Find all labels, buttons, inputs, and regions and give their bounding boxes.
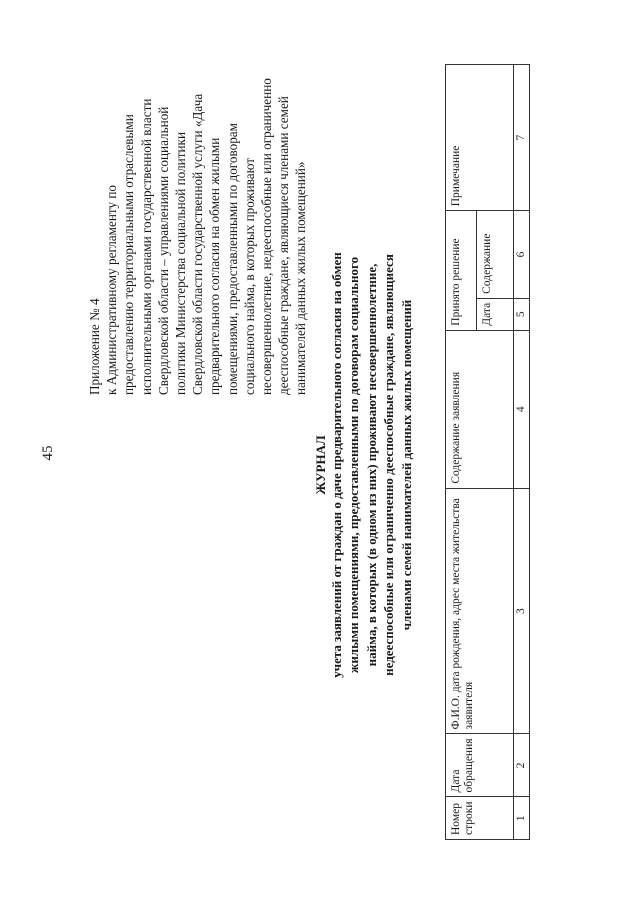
header-date: Дата обращения bbox=[446, 734, 514, 797]
column-number: 2 bbox=[514, 734, 530, 797]
header-decision-content: Содержание bbox=[477, 211, 514, 299]
appendix-line: помещениями, предоставленными по договорам bbox=[224, 123, 240, 395]
appendix-line: дееспособные граждане, являющиеся членами семей bbox=[276, 96, 292, 395]
page-number: 45 bbox=[40, 445, 56, 461]
header-applicant: Ф.И.О. дата рождения, адрес места жительства заявителя bbox=[446, 488, 514, 734]
appendix-line: исполнительными органами государственной власти bbox=[138, 98, 154, 395]
header-row-number: Номер строки bbox=[446, 797, 514, 840]
journal-subtitle-line: найма, в которых (в одном из них) проживают несовершеннолетние, bbox=[363, 263, 379, 667]
table-header-row bbox=[446, 65, 477, 840]
column-number: 1 bbox=[514, 797, 530, 840]
journal-subtitle bbox=[328, 185, 415, 745]
appendix-line: Свердловской области – управлениями социальной bbox=[155, 106, 171, 395]
appendix-line: несовершеннолетние, недееспособные или ограниченно bbox=[259, 78, 275, 395]
appendix-line: политики Министерства социальной политики bbox=[173, 131, 189, 395]
appendix-line: к Административному регламенту по bbox=[104, 184, 120, 395]
appendix-line: социального найма, в которых проживают bbox=[241, 157, 257, 395]
journal-subtitle-line: членами семей нанимателей данных жилых помещений bbox=[398, 299, 414, 631]
appendix-line: предварительного согласия на обмен жилыми bbox=[207, 137, 223, 395]
journal-table bbox=[445, 64, 530, 840]
header-decision: Принято решение bbox=[446, 211, 477, 330]
journal-subtitle-line: жилыми помещениями, предоставленными по договорам социального bbox=[346, 256, 362, 674]
header-note: Примечание bbox=[446, 65, 514, 211]
header-decision-date: Дата bbox=[477, 298, 514, 330]
column-number: 3 bbox=[514, 488, 530, 734]
journal-subtitle-line: учета заявлений от граждан о даче предварительного согласия на обмен bbox=[329, 252, 344, 678]
column-number: 4 bbox=[514, 330, 530, 488]
journal-subtitle-line: недееспособные или ограниченно дееспособные граждане, являющиеся bbox=[381, 254, 397, 676]
appendix-header bbox=[86, 35, 310, 395]
column-number: 7 bbox=[514, 65, 530, 211]
journal-title: ЖУРНАЛ bbox=[313, 435, 328, 495]
column-number: 5 bbox=[514, 298, 530, 330]
appendix-line: Приложение № 4 bbox=[87, 298, 102, 395]
appendix-line: нанимателей данных жилых помещений» bbox=[293, 161, 309, 395]
appendix-line: предоставлению территориальными отраслевыми bbox=[121, 114, 137, 395]
column-number: 6 bbox=[514, 211, 530, 299]
header-content: Содержание заявления bbox=[446, 330, 514, 488]
table-row bbox=[514, 65, 530, 840]
appendix-line: Свердловской области государственной услуги «Дача bbox=[190, 93, 206, 395]
